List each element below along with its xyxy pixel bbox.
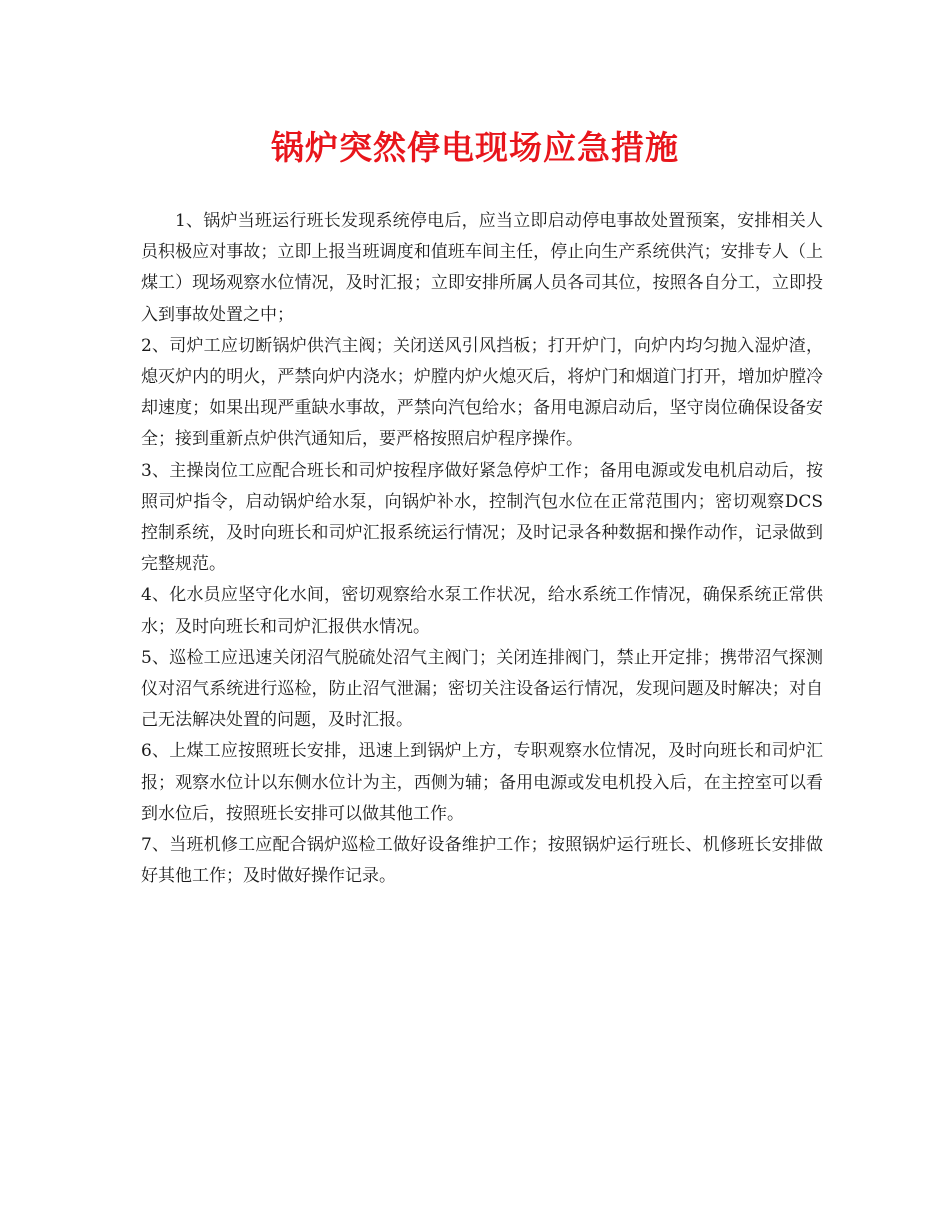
paragraph-4: 4、化水员应坚守化水间，密切观察给水泵工作状况，给水系统工作情况，确保系统正常供水；及时向班长和司炉汇报供水情况。 <box>141 585 823 637</box>
paragraph-7: 7、当班机修工应配合锅炉巡检工做好设备维护工作；按照锅炉运行班长、机修班长安排做好其他工作；及时做好操作记录。 <box>141 835 823 887</box>
paragraph-6: 6、上煤工应按照班长安排，迅速上到锅炉上方，专职观察水位情况，及时向班长和司炉汇报；观察水位计以东侧水位计为主，西侧为辅；备用电源或发电机投入后，在主控室可以看到水位后，按照班长安排可以做其他工作。 <box>141 741 823 824</box>
document-title: 锅炉突然停电现场应急措施 <box>271 128 679 167</box>
paragraph-5: 5、巡检工应迅速关闭沼气脱硫处沼气主阀门；关闭连排阀门，禁止开定排；携带沼气探测仪对沼气系统进行巡检，防止沼气泄漏；密切关注设备运行情况，发现问题及时解决；对自己无法解决处置的问题，及时汇报。 <box>141 647 823 731</box>
paragraph-3: 3、主操岗位工应配合班长和司炉按程序做好紧急停炉工作；备用电源或发电机启动后，按照司炉指令，启动锅炉给水泵，向锅炉补水，控制汽包水位在正常范围内；密切观察DCS控制系统，及时向班长和司炉汇报系统运行情况；及时记录各种数据和操作动作，记录做到完整规范。 <box>141 460 823 575</box>
paragraph-2: 2、司炉工应切断锅炉供汽主阀；关闭送风引风挡板；打开炉门，向炉内均匀抛入湿炉渣，熄灭炉内的明火，严禁向炉内浇水；炉膛内炉火熄灭后，将炉门和烟道门打开，增加炉膛冷却速度；如果出现严重缺水事故，严禁向汽包给水；备用电源启动后，坚守岗位确保设备安全；接到重新点炉供汽通知后，要严格按照启炉程序操作。 <box>141 335 823 450</box>
paragraph-1: 1、锅炉当班运行班长发现系统停电后，应当立即启动停电事故处置预案，安排相关人员积极应对事故；立即上报当班调度和值班车间主任，停止向生产系统供汽；安排专人（上煤工）现场观察水位情况，及时汇报；立即安排所属人员各司其位，按照各自分工，立即投入到事故处置之中； <box>141 211 823 325</box>
document-body <box>141 206 823 892</box>
